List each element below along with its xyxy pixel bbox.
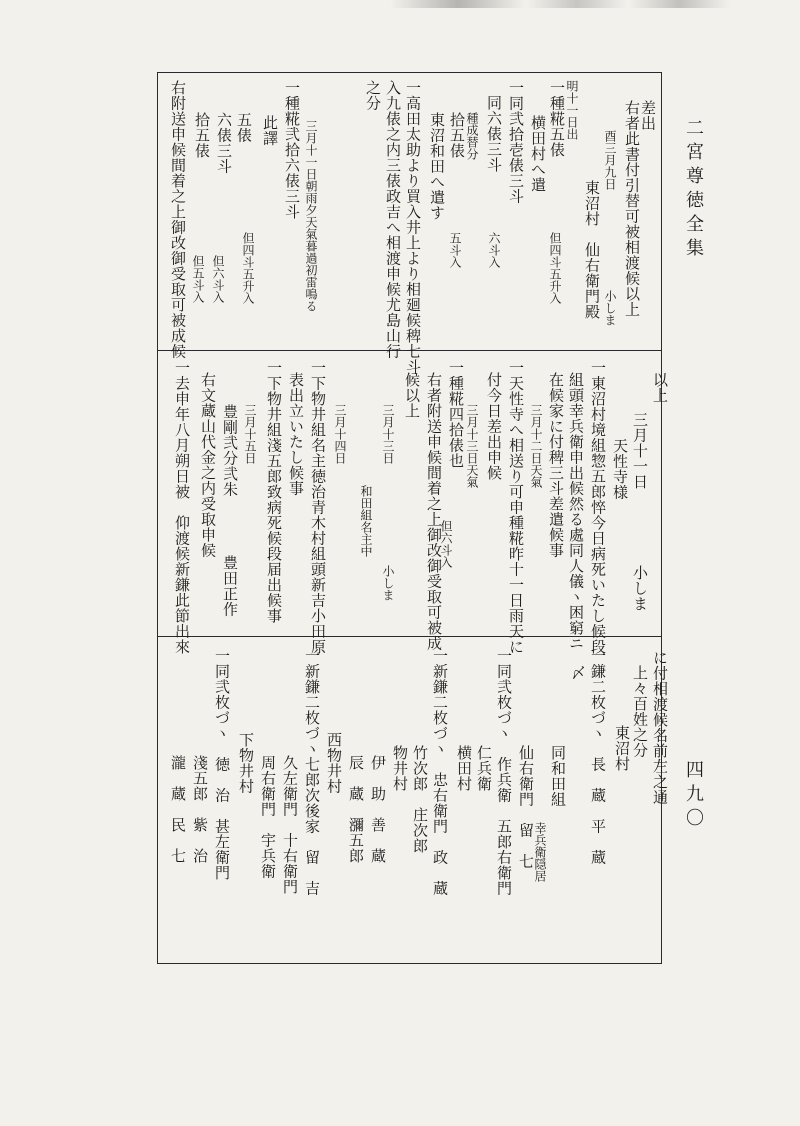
text-column: 下物井村 bbox=[237, 732, 255, 794]
text-column: 付今日差出申候 bbox=[485, 372, 503, 481]
text-column: 横田村 bbox=[455, 745, 473, 792]
text-column: 淺五郎 紫 治 bbox=[191, 755, 209, 864]
text-column: 小しま bbox=[631, 565, 649, 612]
text-column: 豊剛弐分弐朱 bbox=[221, 404, 239, 497]
scan-edge-noise bbox=[390, 0, 730, 8]
text-column: 一新鎌二枚づヽ七郎次後家 留 吉 bbox=[303, 648, 321, 896]
text-column: 東沼和田へ遣す bbox=[428, 112, 446, 221]
text-column: 六斗入 bbox=[487, 232, 501, 268]
text-column: 一東沼村境組惣五郎悴今日病死いたし候段 bbox=[589, 360, 607, 655]
text-column: 但六斗入 bbox=[211, 255, 225, 303]
text-column: 三月十三日 bbox=[381, 404, 395, 464]
text-column: 仙右衛門 留 七 bbox=[517, 745, 535, 869]
book-title: 二宮尊徳全集 bbox=[683, 118, 704, 262]
text-column: 横田村へ遣 bbox=[529, 115, 547, 193]
text-column: 右附送申候間着之上御改御受取可被成候 bbox=[169, 80, 187, 359]
text-column: 一下物井組淺五郎致病死候段届出候事 bbox=[265, 360, 283, 624]
text-column: 六俵三斗 bbox=[215, 112, 233, 174]
text-column: 天性寺様 bbox=[611, 438, 629, 500]
text-column: 一下物井組名主徳治青木村組頭新吉小田原 bbox=[309, 360, 327, 655]
text-column: に付相渡候名前左之通 bbox=[651, 650, 669, 805]
text-column: 同六俵三斗 bbox=[485, 95, 503, 173]
text-column: 竹次郎 庄次郎 bbox=[411, 745, 429, 854]
text-column: 種成替分 bbox=[465, 112, 479, 160]
text-column: 但五斗入 bbox=[191, 255, 205, 303]
text-column: 右者此書付引替可被相渡候以上 bbox=[623, 100, 641, 317]
text-column: 之分 bbox=[364, 80, 382, 111]
text-column: 三月十一日朝雨夕天氣暮過初雷鳴る bbox=[304, 120, 318, 312]
text-column: 一同弐枚づヽ 作兵衛 五郎右衛門 bbox=[495, 648, 513, 896]
text-column: 三月十四日 bbox=[333, 404, 347, 464]
page-number: 四九〇 bbox=[683, 760, 704, 832]
text-column: 小しま bbox=[381, 565, 395, 601]
band-divider-lower bbox=[157, 636, 662, 637]
text-column: 三月十五日 bbox=[243, 404, 257, 464]
text-column: 一高田太助より買入井上より相廻候稗七斗 bbox=[404, 80, 422, 375]
text-column: 拾五俵 bbox=[448, 112, 466, 159]
text-column: 但四斗五升入 bbox=[241, 232, 255, 304]
text-column: 以上 bbox=[651, 372, 669, 403]
text-column: 和田組名主中 bbox=[359, 485, 373, 557]
text-column: 三月十二日天氣 bbox=[529, 404, 543, 488]
text-column: 組頭幸兵衛申出候然る處同人儀ヽ困窮ニ bbox=[567, 372, 585, 651]
text-column: 一新鎌二枚づヽ 忠右衛門 政 蔵 bbox=[431, 648, 449, 896]
text-column: 酉三月九日 bbox=[603, 130, 617, 190]
text-column: 此譯 bbox=[261, 115, 279, 146]
text-column: 在候家に付稗三斗差遣候事 bbox=[547, 372, 565, 558]
text-column: 伊 助 善 蔵 bbox=[369, 755, 387, 864]
text-column: 仁兵衛 bbox=[475, 745, 493, 792]
text-column: 豊田正作 bbox=[221, 555, 239, 617]
text-column: 五斗入 bbox=[448, 232, 462, 268]
text-column: 小しま bbox=[603, 290, 617, 326]
text-column: 幸兵衛隠居 bbox=[533, 822, 547, 882]
text-column: 一種糀四拾俵也 bbox=[447, 360, 465, 469]
text-column: 〆 bbox=[569, 665, 587, 681]
text-column: 西物井村 bbox=[325, 732, 343, 794]
text-column: 一同弐拾壱俵三斗 bbox=[507, 80, 525, 204]
text-column: 同和田組 bbox=[549, 745, 567, 807]
text-column: 辰 蔵 瀰五郎 bbox=[347, 755, 365, 864]
text-column: 右文蔵山代金之内受取申候 bbox=[199, 372, 217, 558]
text-column: 一天性寺へ相送り可申種糀昨十一日雨天に bbox=[507, 360, 525, 655]
text-column: 但四斗五升入 bbox=[548, 232, 562, 304]
text-column: 周右衛門 宇兵衛 bbox=[259, 755, 277, 879]
text-column: 表出立いたし候事 bbox=[287, 372, 305, 496]
text-column: 一鎌二枚づヽ 長 蔵 平 蔵 bbox=[589, 648, 607, 865]
text-column: 入九俵之内三俵政吉へ相渡申候尤島山行 bbox=[384, 80, 402, 359]
text-column: 物井村 bbox=[391, 745, 409, 792]
text-column: 拾五俵 bbox=[193, 112, 211, 159]
text-column: 候以上 bbox=[403, 372, 421, 419]
text-column: 東沼村 仙右衛門殿 bbox=[583, 180, 601, 320]
text-column: 一種糀弐拾六俵三斗 bbox=[283, 80, 301, 220]
text-column: 明十一日出 bbox=[565, 80, 579, 140]
text-column: 一去申年八月朔日被 仰渡候新鎌此節出來 bbox=[173, 360, 191, 655]
text-column: 東沼村 bbox=[613, 725, 631, 772]
text-column: 一種糀五俵 bbox=[548, 80, 566, 158]
text-column: 差出 bbox=[639, 100, 657, 131]
text-column: 三月十三日天氣 bbox=[465, 404, 479, 488]
text-column: 右者附送申候間着之上御改御受取可被成 bbox=[425, 372, 443, 651]
text-column: 三月十一日 bbox=[631, 412, 649, 490]
text-column: 久左衛門 十右衛門 bbox=[281, 755, 299, 895]
text-column: 五俵 bbox=[235, 112, 253, 143]
text-column: 但六斗入 bbox=[439, 520, 453, 568]
text-column: 上々百姓之分 bbox=[631, 665, 649, 758]
text-column: 一同弐枚づヽ 徳 治 甚左衛門 bbox=[213, 648, 231, 881]
text-column: 瀧 蔵 民 七 bbox=[169, 755, 187, 864]
